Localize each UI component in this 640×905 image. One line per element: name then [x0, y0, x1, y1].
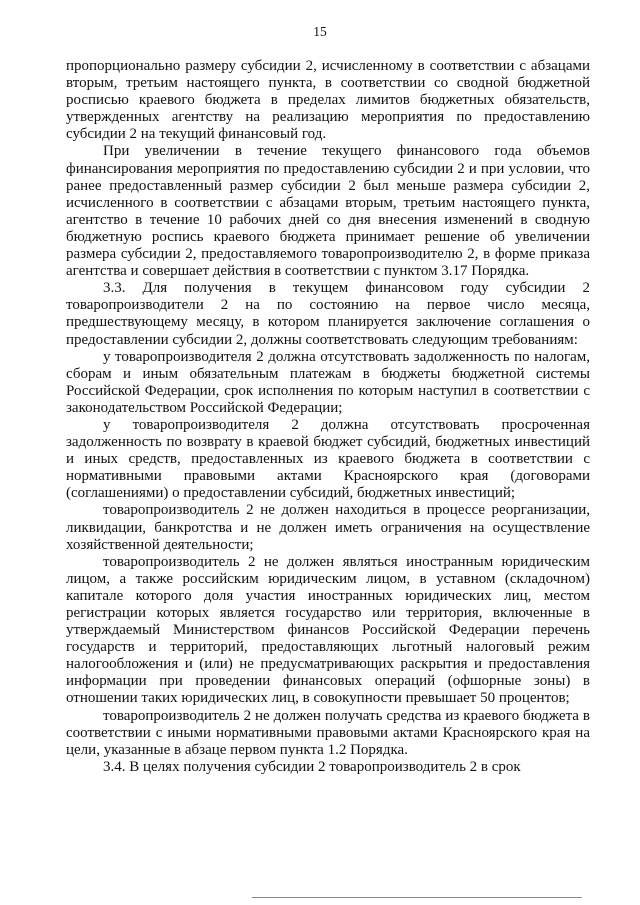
paragraph: у товаропроизводителя 2 должна отсутствовать просроченная задолженность по возврату в краевой бюджет субсидий, бюджетных инвестиций и иных средств, предоставленных из краевого бюджета в соответствии с нормативными правовыми актами Красноярского края (договорами (соглашениями) о предоставлении субсидий, бюджетных инвестиций; — [66, 416, 590, 502]
paragraph: у товаропроизводителя 2 должна отсутствовать задолженность по налогам, сборам и иным обязательным платежам в бюджеты бюджетной системы Российской Федерации, срок исполнения по которым наступил в соответствии с законодательством Российской Федерации; — [66, 348, 590, 416]
document-body — [66, 58, 590, 776]
paragraph: товаропроизводитель 2 не должен получать средства из краевого бюджета в соответствии с иными нормативными правовыми актами Красноярского края на цели, указанные в абзаце первом пункта 1.2 Порядка. — [66, 707, 590, 758]
paragraph: товаропроизводитель 2 не должен являться иностранным юридическим лицом, а также российским юридическим лицом, в уставном (складочном) капитале которого доля участия иностранных юридических лиц, местом регистрации которых является государство или территория, включенные в утверждаемый Министерством финансов Российской Федерации перечень государств и территорий, предоставляющих льготный налоговый режим налогообложения и (или) не предусматривающих раскрытия и предоставления информации при проведении финансовых операций (офшорные зоны) в отношении таких юридических лиц, в совокупности превышает 50 процентов; — [66, 553, 590, 707]
paragraph: 3.4. В целях получения субсидии 2 товаропроизводитель 2 в срок — [103, 758, 521, 775]
paragraph: При увеличении в течение текущего финансового года объемов финансирования мероприятия по предоставлению субсидии 2 и при условии, что ранее предоставленный размер субсидии 2 был меньше размера субсидии 2, исчисленного в соответствии с абзацами вторым, третьим настоящего пункта, агентство в течение 10 рабочих дней со дня внесения изменений в сводную бюджетную роспись краевого бюджета принимает решение об увеличении размера субсидии 2, предоставляемого товаропроизводителю 2, в форме приказа агентства и совершает действия в соответствии с пунктом 3.17 Порядка. — [66, 143, 590, 280]
paragraph: товаропроизводитель 2 не должен находиться в процессе реорганизации, ликвидации, банкротства и не должен иметь ограничения на осуществление хозяйственной деятельности; — [66, 502, 590, 553]
paragraph: 3.3. Для получения в текущем финансовом году субсидии 2 товаропроизводители 2 на по состоянию на первое число месяца, предшествующему месяцу, в котором планируется заключение соглашения о предоставлении субсидии 2, должны соответствовать следующим требованиям: — [66, 280, 590, 348]
bottom-divider — [252, 897, 582, 898]
paragraph: пропорционально размеру субсидии 2, исчисленному в соответствии с абзацами вторым, третьим настоящего пункта, в соответствии со сводной бюджетной росписью краевого бюджета в пределах лимитов бюджетных обязательств, утвержденных агентству на реализацию мероприятия по предоставлению субсидии 2 на текущий финансовый год. — [66, 58, 590, 143]
page-number: 15 — [313, 24, 327, 39]
